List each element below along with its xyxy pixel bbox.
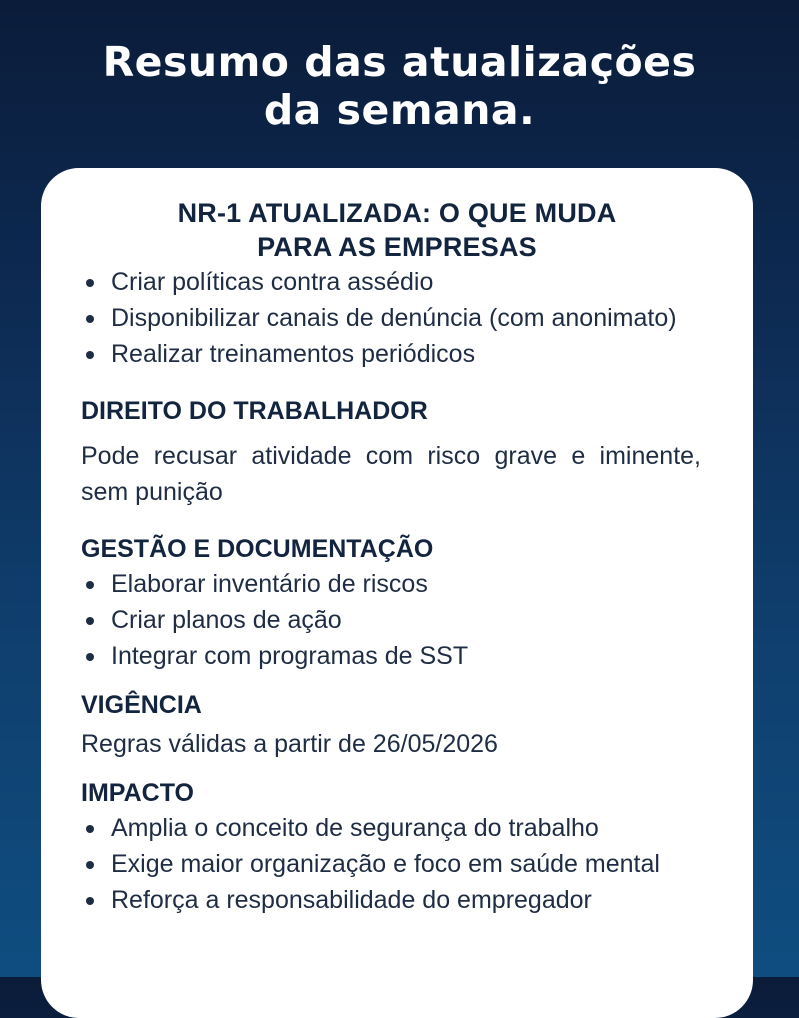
list-item: Amplia o conceito de segurança do trabalho [81,810,753,846]
list-item: Disponibilizar canais de denúncia (com anonimato) [81,300,753,336]
card-title [81,196,713,264]
card-title-line-1: NR-1 ATUALIZADA: O QUE MUDA [177,198,617,228]
page-title-line-1: Resumo das atualizações [102,38,697,86]
list-item: Criar políticas contra assédio [81,264,753,300]
page-title-line-2: da semana. [263,86,536,134]
section-heading-impacto: IMPACTO [81,779,194,807]
list-item: Integrar com programas de SST [81,638,753,674]
section-heading-direito: DIREITO DO TRABALHADOR [81,397,428,425]
section-heading-gestao: GESTÃO E DOCUMENTAÇÃO [81,535,434,563]
list-item: Criar planos de ação [81,602,753,638]
direito-text: Pode recusar atividade com risco grave e iminente, sem punição [81,442,701,506]
list-item: Realizar treinamentos periódicos [81,336,753,372]
vigencia-text: Regras válidas a partir de 26/05/2026 [81,730,498,758]
card-title-line-2: PARA AS EMPRESAS [257,232,537,262]
gestao-list [81,566,753,674]
page-title [0,38,799,134]
list-item: Exige maior organização e foco em saúde mental [81,846,753,882]
impacto-list [81,810,753,918]
intro-list [81,264,753,372]
list-item: Elaborar inventário de riscos [81,566,753,602]
list-item: Reforça a responsabilidade do empregador [81,882,753,918]
section-heading-vigencia: VIGÊNCIA [81,691,202,719]
summary-card [41,168,753,1018]
